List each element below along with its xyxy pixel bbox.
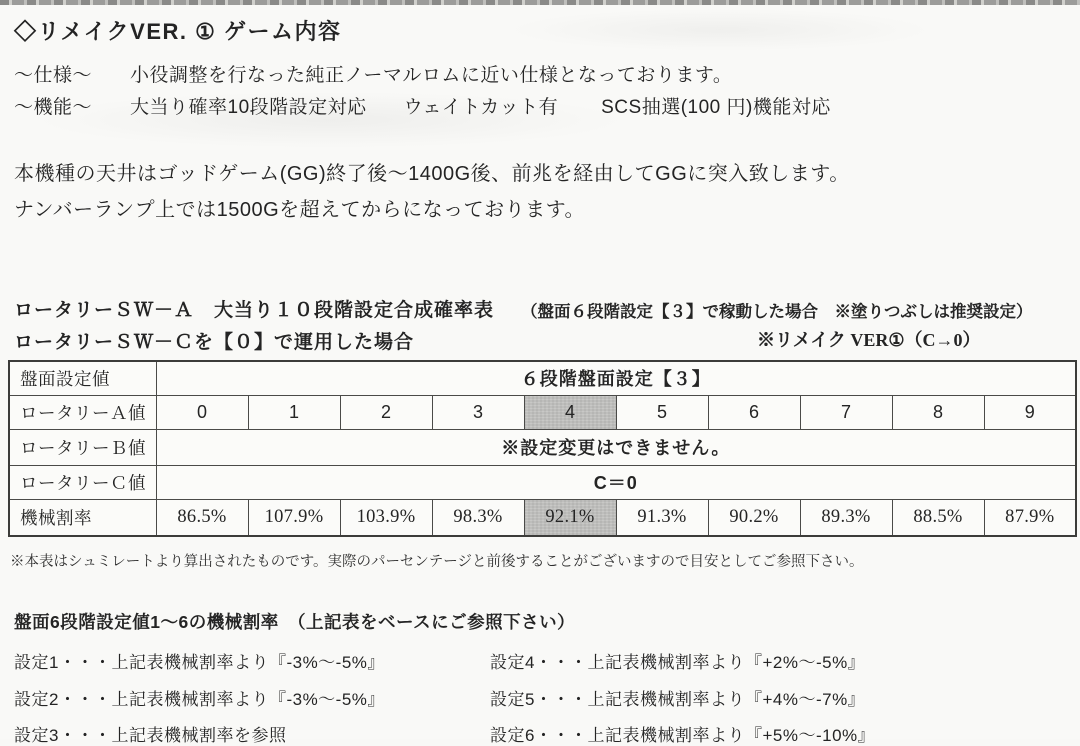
rotary-a-cell: 1: [248, 395, 340, 429]
payout-rate-cell: 90.2%: [708, 499, 800, 536]
row-label-payout-rate: 機械割率: [9, 499, 156, 536]
rotary-a-cell: 8: [892, 395, 984, 429]
table-row-rotary-c: [9, 465, 1076, 499]
page-title: ◇リメイクVER. ① ゲーム内容: [14, 19, 342, 44]
row-label-rotary-c: ロータリーＣ値: [9, 465, 156, 499]
rotary-a-cell: 5: [616, 395, 708, 429]
rotary-a-cell: 2: [340, 395, 432, 429]
rotary-a-cell: 0: [156, 395, 248, 429]
rate-table: [8, 360, 1077, 537]
payout-rate-cell: 98.3%: [432, 499, 524, 536]
ceiling-description-line-2: ナンバーランプ上では1500Gを超えてからになっております。: [14, 199, 586, 221]
feature-item: 大当り確率10段階設定対応: [130, 97, 367, 118]
ceiling-description-line-1: 本機種の天井はゴッドゲーム(GG)終了後～1400G後、前兆を経由してGGに突入致します。: [14, 163, 850, 185]
table-row-board-setting: [9, 361, 1076, 395]
spec-line: [14, 60, 732, 87]
rotary-a-cell-highlighted: 4: [524, 395, 616, 429]
features-label: ～機能～: [14, 97, 93, 118]
table-row-rotary-a: [9, 395, 1076, 429]
board-setting-span: ６段階盤面設定【３】: [156, 361, 1076, 395]
payout-rate-cell: 89.3%: [800, 499, 892, 536]
feature-item: ウェイトカット有: [403, 97, 559, 118]
rotary-a-cell: 6: [708, 395, 800, 429]
rotary-c-value-span: C＝0: [156, 465, 1076, 499]
rotary-a-cell: 9: [984, 395, 1076, 429]
spec-label: ～仕様～: [14, 65, 93, 86]
table-heading-note: （盤面６段階設定【３】で稼動した場合 ※塗りつぶしは推奨設定）: [521, 303, 1033, 321]
row-label-rotary-b: ロータリーＢ値: [9, 429, 156, 465]
table-footnote: ※本表はシュミレートより算出されたものです。実際のパーセンテージと前後することがございますので目安としてご参照下さい。: [10, 554, 864, 570]
setting-6-line: 設定6・・・上記表機械割率より『+5%～-10%』: [490, 726, 876, 745]
row-label-rotary-a: ロータリーＡ値: [9, 395, 156, 429]
setting-2-line: 設定2・・・上記表機械割率より『-3%～-5%』: [14, 690, 385, 709]
payout-rate-cell: 103.9%: [340, 499, 432, 536]
table-row-rotary-b: [9, 429, 1076, 465]
scan-edge-artifact: [0, 0, 1080, 5]
spec-text: 小役調整を行なった純正ノーマルロムに近い仕様となっております。: [130, 65, 733, 86]
payout-rate-cell: 87.9%: [984, 499, 1076, 536]
rotary-b-note-span: ※設定変更はできません。: [156, 429, 1076, 465]
row-label-board-setting: 盤面設定値: [9, 361, 156, 395]
payout-rate-cell: 88.5%: [892, 499, 984, 536]
payout-rate-cell: 86.5%: [156, 499, 248, 536]
setting-4-line: 設定4・・・上記表機械割率より『+2%～-5%』: [490, 653, 866, 672]
payout-rate-cell-highlighted: 92.1%: [524, 499, 616, 536]
rotary-a-cell: 7: [800, 395, 892, 429]
feature-item: SCS抽選(100 円)機能対応: [601, 97, 831, 118]
rotary-a-cell: 3: [432, 395, 524, 429]
table-row-payout-rate: [9, 499, 1076, 536]
features-line: [14, 92, 831, 119]
table-subheading-note: ※リメイク VER①（C→0）: [757, 330, 981, 350]
table-heading-left: ロータリーＳＷ－Ａ 大当り１０段階設定合成確率表: [14, 300, 495, 321]
setting-3-line: 設定3・・・上記表機械割率を参照: [14, 726, 287, 745]
payout-rate-cell: 91.3%: [616, 499, 708, 536]
payout-rate-cell: 107.9%: [248, 499, 340, 536]
setting-1-line: 設定1・・・上記表機械割率より『-3%～-5%』: [14, 653, 385, 672]
bottom-section-heading: 盤面6段階設定値1～6の機械割率 （上記表をベースにご参照下さい）: [14, 612, 576, 632]
setting-5-line: 設定5・・・上記表機械割率より『+4%～-7%』: [490, 690, 866, 709]
table-subheading-left: ロータリーＳＷ－Ｃを【０】で運用した場合: [14, 332, 415, 353]
